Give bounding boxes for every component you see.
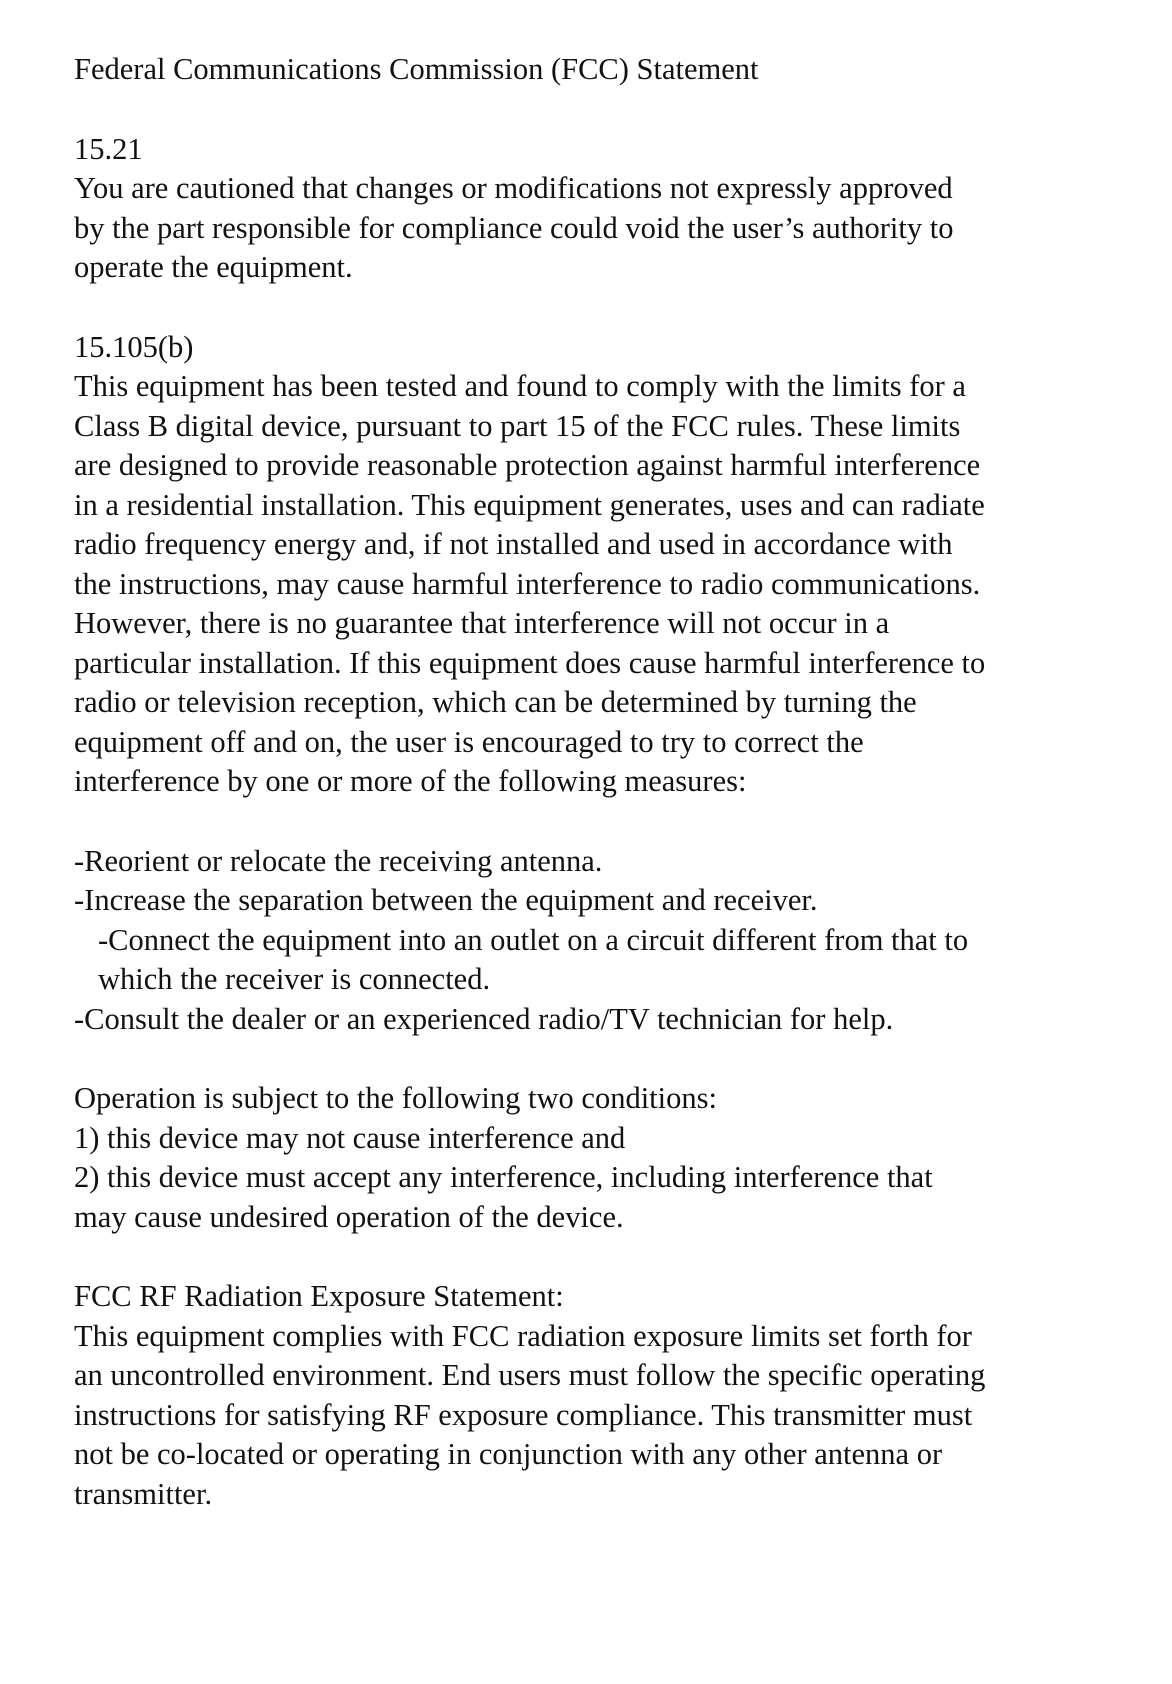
rf-exposure-heading: FCC RF Radiation Exposure Statement:	[74, 1279, 564, 1313]
section-15-105b	[74, 328, 1114, 802]
measure-item-increase: -Increase the separation between the equipment and receiver.	[74, 883, 818, 917]
condition-item-2-continued: may cause undesired operation of the device.	[74, 1199, 624, 1234]
section-15-105b-line: interference by one or more of the following measures:	[74, 764, 747, 798]
measures-list	[74, 842, 1114, 1040]
spacer	[74, 1039, 1114, 1079]
spacer	[74, 90, 1114, 130]
document-title: Federal Communications Commission (FCC) Statement	[74, 52, 759, 86]
rf-exposure-line: This equipment complies with FCC radiation exposure limits set forth for	[74, 1318, 972, 1353]
measure-item-consult: -Consult the dealer or an experienced radio/TV technician for help.	[74, 1001, 894, 1036]
spacer	[74, 1237, 1114, 1277]
section-15-105b-line: are designed to provide reasonable protection against harmful interference	[74, 448, 981, 482]
rf-exposure-section	[74, 1277, 1114, 1514]
conditions-section	[74, 1079, 1114, 1237]
spacer	[74, 802, 1114, 842]
section-15-105b-line: radio frequency energy and, if not installed and used in accordance with	[74, 527, 953, 561]
section-heading-15-21: 15.21	[74, 131, 143, 166]
section-15-105b-line: in a residential installation. This equipment generates, uses and can radiate	[74, 487, 985, 522]
section-15-105b-line: However, there is no guarantee that interference will not occur in a	[74, 606, 890, 640]
measure-item-connect: -Connect the equipment into an outlet on a circuit different from that to	[98, 922, 969, 957]
document-title-block	[74, 50, 1114, 90]
conditions-intro: Operation is subject to the following two conditions:	[74, 1081, 717, 1115]
document-page	[74, 50, 1114, 1514]
section-15-21-line: You are cautioned that changes or modifications not expressly approved	[74, 171, 953, 205]
section-15-105b-line: the instructions, may cause harmful interference to radio communications.	[74, 566, 981, 601]
section-15-105b-line: particular installation. If this equipment does cause harmful interference to	[74, 645, 986, 680]
rf-exposure-line: an uncontrolled environment. End users must follow the specific operating	[74, 1358, 986, 1392]
section-15-105b-line: radio or television reception, which can be determined by turning the	[74, 685, 917, 719]
section-15-105b-line: equipment off and on, the user is encouraged to try to correct the	[74, 724, 864, 759]
section-15-105b-line: Class B digital device, pursuant to part 15 of the FCC rules. These limits	[74, 408, 961, 443]
measure-item-connect-continued: which the receiver is connected.	[98, 962, 491, 996]
measure-item-reorient: -Reorient or relocate the receiving antenna.	[74, 843, 603, 878]
rf-exposure-line: instructions for satisfying RF exposure compliance. This transmitter must	[74, 1397, 973, 1432]
condition-item-2: 2) this device must accept any interference, including interference that	[74, 1160, 933, 1194]
rf-exposure-line: not be co-located or operating in conjunction with any other antenna or	[74, 1437, 943, 1471]
section-heading-15-105b: 15.105(b)	[74, 329, 194, 364]
spacer	[74, 288, 1114, 328]
section-15-105b-line: This equipment has been tested and found to comply with the limits for a	[74, 369, 966, 403]
section-15-21	[74, 130, 1114, 288]
section-15-21-line: operate the equipment.	[74, 250, 353, 284]
section-15-21-line: by the part responsible for compliance could void the user’s authority to	[74, 210, 954, 245]
rf-exposure-line: transmitter.	[74, 1476, 213, 1511]
condition-item-1: 1) this device may not cause interference and	[74, 1120, 626, 1155]
